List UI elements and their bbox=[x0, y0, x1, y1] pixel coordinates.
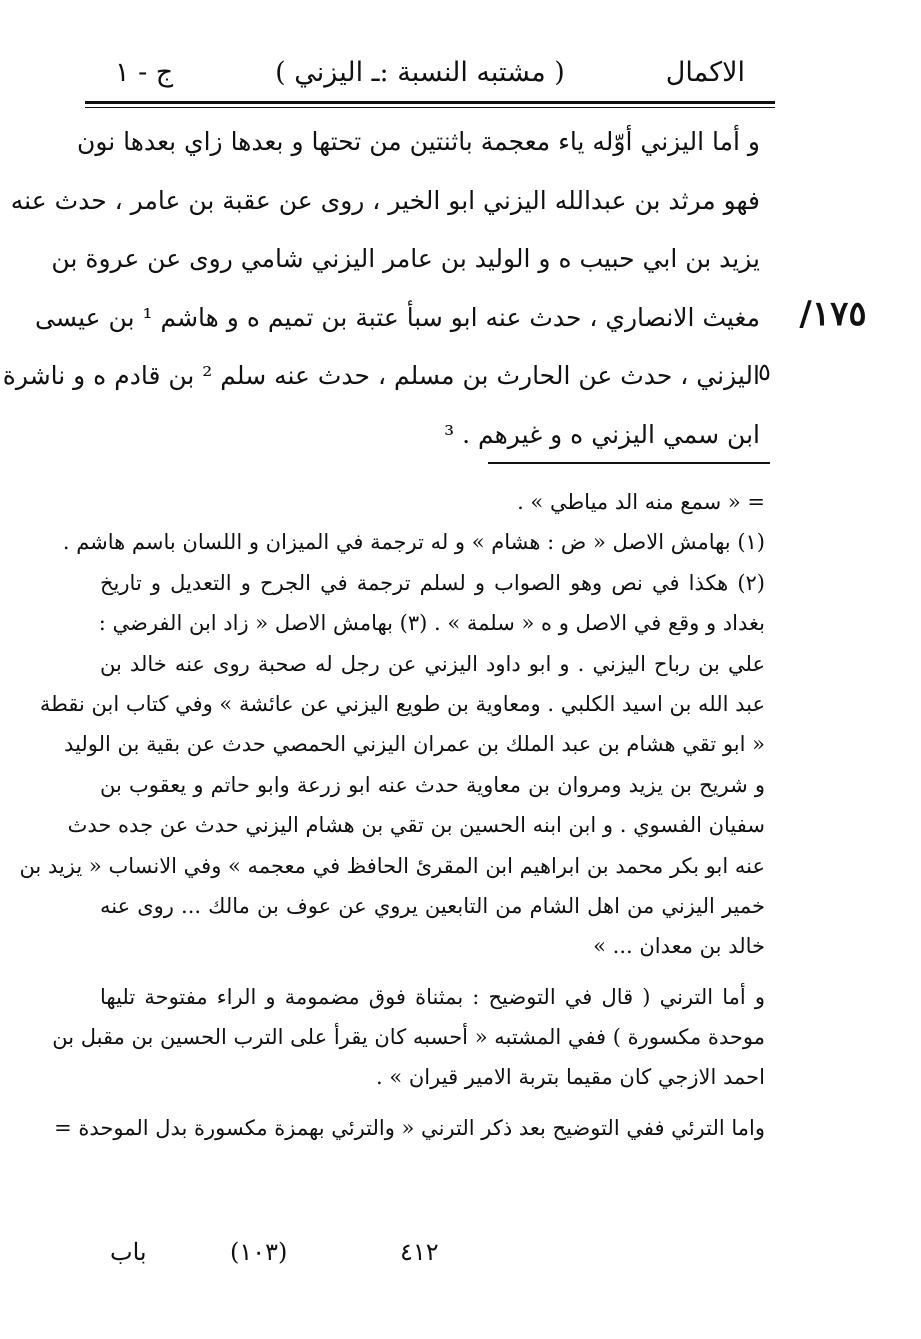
main-text-line: و أما اليزني أوّله ياء معجمة باثنتين من تحتها و بعدها زاي بعدها نون bbox=[76, 127, 760, 156]
header-rule-thick bbox=[85, 101, 775, 104]
main-text-line: اليزني ، حدث عن الحارث بن مسلم ، حدث عنه سلم ² بن قادم ه و ناشرة bbox=[2, 361, 760, 390]
footnote-separator bbox=[488, 462, 770, 464]
margin-page-reference: ١٧٥/ bbox=[799, 294, 867, 334]
footnote-line: (١) بهامش الاصل « ض : هشام » و له ترجمة في الميزان و اللسان باسم هاشم . bbox=[62, 530, 765, 555]
footnote-line: سفيان الفسوي . و ابن ابنه الحسين بن تقي بن هشام اليزني حدث عن جده حدث bbox=[67, 813, 765, 838]
footnote-line: خمير اليزني من اهل الشام من التابعين يروي عن عوف بن مالك ... روى عنه bbox=[100, 893, 765, 918]
page-header bbox=[95, 48, 745, 98]
main-text-line: ابن سمي اليزني ه و غيرهم . ³ bbox=[444, 419, 760, 449]
footnote-line: بغداد و وقع في الاصل و ه « سلمة » . (٣) بهامش الاصل « زاد ابن الفرضي : bbox=[98, 611, 765, 636]
footnotes-block bbox=[19, 482, 765, 1148]
volume-label: ج - ١ bbox=[115, 57, 174, 88]
section-title: ( مشتبه النسبة :ـ اليزني ) bbox=[275, 57, 565, 88]
continuation-line: و أما الترني ( قال في التوضيح : بمثناة فوق مضمومة و الراء مفتوحة تليها bbox=[100, 984, 765, 1009]
footnote-line: خالد بن معدان ... » bbox=[593, 934, 765, 959]
main-text-line: يزيد بن ابي حبيب ه و الوليد بن عامر اليزني شامي روى عن عروة بن bbox=[51, 244, 760, 273]
main-text-block bbox=[2, 113, 760, 464]
footnote-line: عنه ابو بكر محمد بن ابراهيم ابن المقرئ الحافظ في معجمه » وفي الانساب « يزيد بن bbox=[19, 853, 765, 878]
book-title: الاكمال bbox=[665, 57, 745, 88]
continuation-line: واما الترئي ففي التوضيح بعد ذكر الترني « والترئي بهمزة مكسورة بدل الموحدة = bbox=[54, 1115, 765, 1140]
footnote-line: « ابو تقي هشام بن عبد الملك بن عمران اليزني الحمصي حدث عن بقية بن الوليد bbox=[64, 732, 765, 757]
footnote-line: و شريح بن يزيد ومروان بن معاوية حدث عنه ابو زرعة وابو حاتم و يعقوب بن bbox=[100, 772, 765, 797]
line-number-marker: ٥ bbox=[758, 358, 771, 386]
header-rule-thin bbox=[85, 107, 775, 108]
footnote-line: عبد الله بن اسيد الكلبي . ومعاوية بن طويع اليزني عن عائشة » وفي كتاب ابن نقطة bbox=[39, 691, 765, 716]
footnote-line: = « سمع منه الد مياطي » . bbox=[517, 490, 765, 514]
main-text-line: مغيث الانصاري ، حدث عنه ابو سبأ عتبة بن تميم ه و هاشم ¹ بن عيسى bbox=[35, 302, 760, 332]
continuation-line: احمد الازجي كان مقيما بتربة الامير قيران » . bbox=[376, 1065, 765, 1090]
main-text-line: فهو مرثد بن عبدالله اليزني ابو الخير ، روى عن عقبة بن عامر ، حدث عنه bbox=[10, 185, 760, 215]
continuation-line: موحدة مكسورة ) ففي المشتبه « أحسبه كان يقرأ على الترب الحسين بن مقبل بن bbox=[52, 1025, 765, 1050]
footnote-line: علي بن رباح اليزني . و ابو داود اليزني عن رجل له صحبة روى عنه خالد بن bbox=[100, 651, 765, 676]
entry-number: (١٠٣) bbox=[230, 1238, 288, 1266]
footnote-line: (٢) هكذا في نص وهو الصواب و لسلم ترجمة في الجرح و التعديل و تاريخ bbox=[100, 570, 765, 595]
page-footer bbox=[110, 1232, 630, 1272]
page-number: ٤١٢ bbox=[400, 1238, 439, 1266]
catchword: باب bbox=[110, 1238, 147, 1266]
